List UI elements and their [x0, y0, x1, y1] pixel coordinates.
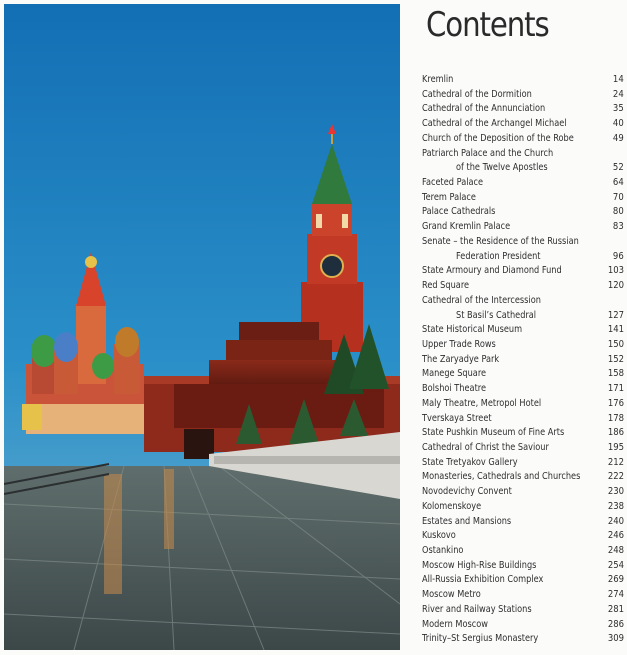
contents-entry-page: 64 [613, 177, 624, 189]
contents-entry-title: Federation President [456, 250, 541, 262]
contents-entry-page: 83 [613, 221, 624, 233]
contents-entry[interactable] [422, 529, 624, 544]
contents-entry[interactable] [422, 515, 624, 530]
contents-entry[interactable] [422, 470, 624, 485]
contents-entry-title: State Armoury and Diamond Fund [422, 265, 562, 277]
contents-entry-page: 152 [607, 353, 624, 365]
contents-entry[interactable] [422, 485, 624, 500]
contents-entry-title: Cathedral of Christ the Saviour [422, 441, 549, 453]
contents-heading: Contents [426, 5, 549, 45]
contents-entry-title: Senate – the Residence of the Russian [422, 235, 579, 247]
contents-entry[interactable] [422, 176, 624, 191]
contents-entry-page: 52 [613, 162, 624, 174]
contents-entry-page: 274 [607, 589, 624, 601]
contents-entry-title: Kolomenskoye [422, 500, 482, 512]
contents-entry-page: 35 [613, 103, 624, 115]
contents-entry-title: Estates and Mansions [422, 515, 512, 527]
contents-entry-title: Cathedral of the Intercession [422, 294, 541, 306]
contents-entry[interactable] [422, 323, 624, 338]
contents-entry[interactable] [422, 603, 624, 618]
contents-entry-page: 150 [607, 338, 624, 350]
contents-entry-title: Manege Square [422, 368, 487, 380]
contents-entry[interactable] [422, 250, 624, 265]
contents-entry-page: 238 [607, 500, 624, 512]
contents-entry[interactable] [422, 88, 624, 103]
contents-entry-title: Red Square [422, 280, 470, 292]
contents-entry-title: St Basil’s Cathedral [456, 309, 537, 321]
contents-entry[interactable] [422, 161, 624, 176]
contents-entry-title: Trinity–St Sergius Monastery [422, 633, 539, 645]
contents-entry[interactable] [422, 397, 624, 412]
contents-entry-page: 246 [607, 530, 624, 542]
contents-entry-title: State Tretyakov Gallery [422, 456, 518, 468]
contents-entry-title: Modern Moscow [422, 618, 488, 630]
contents-entry[interactable] [422, 338, 624, 353]
contents-entry-page: 141 [607, 324, 624, 336]
contents-entry-title: Cathedral of the Dormition [422, 88, 532, 100]
contents-entry-title: Terem Palace [422, 191, 476, 203]
contents-entry-page: 80 [613, 206, 624, 218]
table-of-contents [402, 0, 627, 655]
contents-entry-page: 309 [607, 633, 624, 645]
contents-entry[interactable] [422, 117, 624, 132]
contents-entry-page: 281 [607, 603, 624, 615]
contents-entry-page: 103 [607, 265, 624, 277]
contents-entry-title: Church of the Deposition of the Robe [422, 132, 574, 144]
contents-entry[interactable] [422, 353, 624, 368]
contents-entry-title: of the Twelve Apostles [456, 162, 548, 174]
contents-entry[interactable] [422, 456, 624, 471]
contents-entry[interactable] [422, 559, 624, 574]
contents-entry-title: Novodevichy Convent [422, 486, 512, 498]
contents-entry-title: Bolshoi Theatre [422, 383, 487, 395]
contents-entry[interactable] [422, 191, 624, 206]
contents-entry-page: 178 [607, 412, 624, 424]
contents-entry-page: 176 [607, 397, 624, 409]
contents-entry[interactable] [422, 367, 624, 382]
contents-entry[interactable] [422, 544, 624, 559]
contents-entry[interactable] [422, 147, 624, 162]
contents-entry-title: Grand Kremlin Palace [422, 221, 511, 233]
contents-entry-page: 286 [607, 618, 624, 630]
contents-list [422, 73, 624, 647]
contents-entry-page: 171 [607, 383, 624, 395]
contents-entry[interactable] [422, 73, 624, 88]
contents-entry-title: Patriarch Palace and the Church [422, 147, 554, 159]
contents-entry-page: 120 [607, 280, 624, 292]
contents-entry-page: 49 [613, 132, 624, 144]
contents-entry[interactable] [422, 632, 624, 647]
contents-entry-page: 127 [607, 309, 624, 321]
contents-entry-title: Upper Trade Rows [422, 338, 496, 350]
contents-entry[interactable] [422, 294, 624, 309]
contents-entry-title: Monasteries, Cathedrals and Churches [422, 471, 581, 483]
contents-entry[interactable] [422, 573, 624, 588]
contents-entry-page: 14 [613, 74, 624, 85]
contents-entry-page: 230 [607, 486, 624, 498]
contents-entry-page: 222 [607, 471, 624, 483]
contents-entry-title: Palace Cathedrals [422, 206, 496, 218]
contents-entry-title: Moscow Metro [422, 589, 481, 601]
contents-entry-title: Maly Theatre, Metropol Hotel [422, 397, 542, 409]
contents-entry-title: Moscow High-Rise Buildings [422, 559, 537, 571]
contents-entry[interactable] [422, 426, 624, 441]
contents-entry-page: 248 [607, 545, 624, 556]
contents-entry-title: River and Railway Stations [422, 603, 532, 615]
contents-entry[interactable] [422, 500, 624, 515]
contents-entry[interactable] [422, 235, 624, 250]
contents-entry-title: Ostankino [422, 545, 464, 556]
contents-entry[interactable] [422, 618, 624, 633]
contents-entry[interactable] [422, 102, 624, 117]
contents-entry-title: Tverskaya Street [422, 412, 492, 424]
contents-entry-title: Kremlin [422, 74, 454, 85]
contents-entry[interactable] [422, 220, 624, 235]
contents-entry-title: State Historical Museum [422, 324, 523, 336]
contents-entry[interactable] [422, 309, 624, 324]
contents-entry-page: 240 [607, 515, 624, 527]
contents-entry[interactable] [422, 264, 624, 279]
contents-entry-page: 212 [607, 456, 624, 468]
contents-entry-page: 96 [613, 250, 624, 262]
contents-entry[interactable] [422, 279, 624, 294]
contents-entry[interactable] [422, 441, 624, 456]
contents-entry-page: 70 [613, 191, 624, 203]
cobblestone-square [4, 466, 400, 650]
contents-entry-title: Kuskovo [422, 530, 456, 542]
contents-entry-title: All-Russia Exhibition Complex [422, 574, 544, 586]
contents-entry-page: 158 [607, 368, 624, 380]
contents-entry-page: 24 [613, 88, 624, 100]
contents-entry[interactable] [422, 205, 624, 220]
contents-entry-page: 269 [607, 574, 624, 586]
contents-entry-page: 186 [607, 427, 624, 439]
contents-entry[interactable] [422, 588, 624, 603]
contents-entry-title: Faceted Palace [422, 177, 484, 189]
contents-entry-page: 195 [607, 441, 624, 453]
contents-entry-page: 254 [607, 559, 624, 571]
contents-entry-title: The Zaryadye Park [422, 353, 500, 365]
contents-entry[interactable] [422, 412, 624, 427]
contents-entry[interactable] [422, 382, 624, 397]
red-square-photo [4, 4, 400, 650]
contents-entry-page: 40 [613, 118, 624, 130]
contents-entry-title: State Pushkin Museum of Fine Arts [422, 427, 565, 439]
contents-entry-title: Cathedral of the Annunciation [422, 103, 546, 115]
contents-entry-title: Cathedral of the Archangel Michael [422, 118, 567, 130]
contents-entry[interactable] [422, 132, 624, 147]
